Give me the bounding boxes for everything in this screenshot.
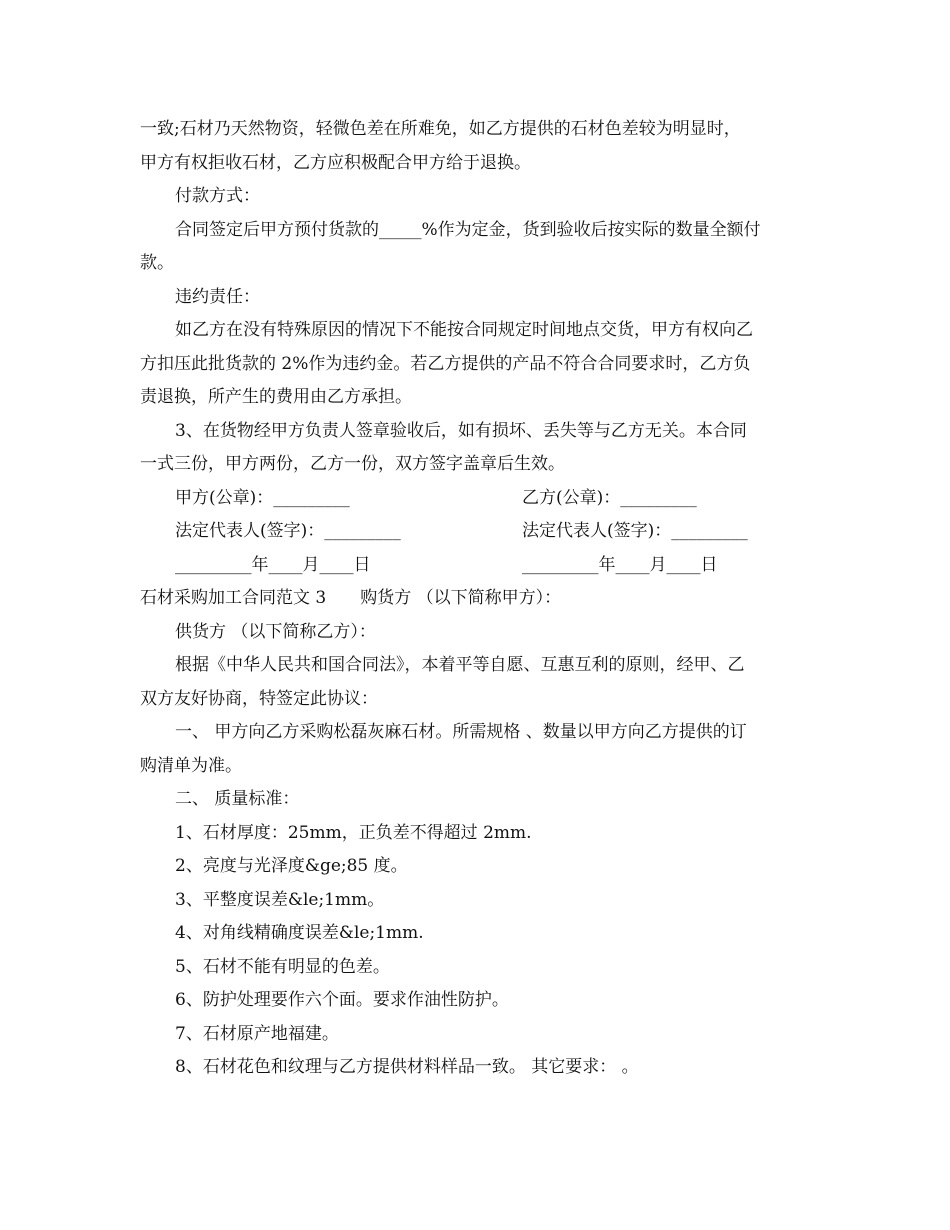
signature-row-date bbox=[140, 549, 820, 583]
paragraph-line: 一式三份，甲方两份，乙方一份，双方签字盖章后生效。 bbox=[140, 454, 565, 474]
paragraph-line: 款。 bbox=[140, 253, 174, 273]
quality-item: 8、石材花色和纹理与乙方提供材料样品一致。 其它要求： 。 bbox=[175, 1057, 639, 1077]
paragraph-line: 购清单为准。 bbox=[140, 755, 242, 776]
quality-item: 6、防护处理要作六个面。要求作油性防护。 bbox=[175, 990, 509, 1010]
document-body bbox=[140, 113, 820, 1085]
supplier-label: 供货方 （以下简称乙方）： bbox=[175, 621, 376, 642]
paragraph-line: 一致;石材乃天然物资，轻微色差在所难免，如乙方提供的石材色差较为明显时， bbox=[140, 119, 741, 139]
paragraph-line: 方扣压此批货款的 2%作为违约金。若乙方提供的产品不符合合同要求时，乙方负 bbox=[140, 353, 751, 374]
paragraph-line: 甲方有权拒收石材，乙方应积极配合甲方给于退换。 bbox=[140, 152, 531, 173]
paragraph-line: 根据《中华人民共和国合同法》，本着平等自愿、互惠互利的原则，经甲、乙 bbox=[175, 655, 745, 675]
quality-item: 1、石材厚度：25mm，正负差不得超过 2mm. bbox=[175, 822, 532, 843]
quality-item: 7、石材原产地福建。 bbox=[175, 1023, 339, 1044]
paragraph-line: 双方友好协商，特签定此协议： bbox=[140, 688, 378, 709]
section-title: 石材采购加工合同范文 3 bbox=[140, 588, 327, 608]
party-b-representative: 法定代表人(签字)：_________ bbox=[522, 521, 748, 541]
paragraph-line: 责退换，所产生的费用由乙方承担。 bbox=[140, 387, 412, 407]
party-a-seal: 甲方(公章)：_________ bbox=[175, 487, 350, 508]
party-b-seal: 乙方(公章)：_________ bbox=[522, 487, 697, 508]
signature-row-representative bbox=[140, 515, 820, 549]
quality-item: 3、平整度误差&le;1mm。 bbox=[175, 889, 385, 910]
clause-two-heading: 二、 质量标准： bbox=[175, 789, 300, 809]
section-title-line bbox=[140, 582, 820, 616]
party-a-date: _________年____月____日 bbox=[175, 554, 371, 575]
quality-item: 4、对角线精确度误差&le;1mm. bbox=[175, 923, 424, 943]
quality-item: 2、亮度与光泽度&ge;85 度。 bbox=[175, 856, 408, 876]
section-heading-liability: 违约责任： bbox=[175, 286, 260, 307]
signature-row-seal bbox=[140, 482, 820, 516]
clause-one: 一、 甲方向乙方采购松磊灰麻石材。所需规格 、数量以甲方向乙方提供的订 bbox=[175, 722, 747, 742]
paragraph-line: 合同签定后甲方预付货款的_____%作为定金，货到验收后按实际的数量全额付 bbox=[175, 219, 761, 240]
section-heading-payment: 付款方式： bbox=[175, 186, 260, 206]
buyer-label: 购货方 （以下简称甲方）： bbox=[360, 588, 562, 608]
party-b-date: _________年____月____日 bbox=[522, 554, 718, 575]
paragraph-line: 如乙方在没有特殊原因的情况下不能按合同规定时间地点交货，甲方有权向乙 bbox=[175, 320, 753, 340]
paragraph-line: 3、在货物经甲方负责人签章验收后，如有损坏、丢失等与乙方无关。本合同 bbox=[175, 420, 747, 441]
quality-item: 5、石材不能有明显的色差。 bbox=[175, 956, 390, 977]
party-a-representative: 法定代表人(签字)：_________ bbox=[175, 521, 401, 541]
